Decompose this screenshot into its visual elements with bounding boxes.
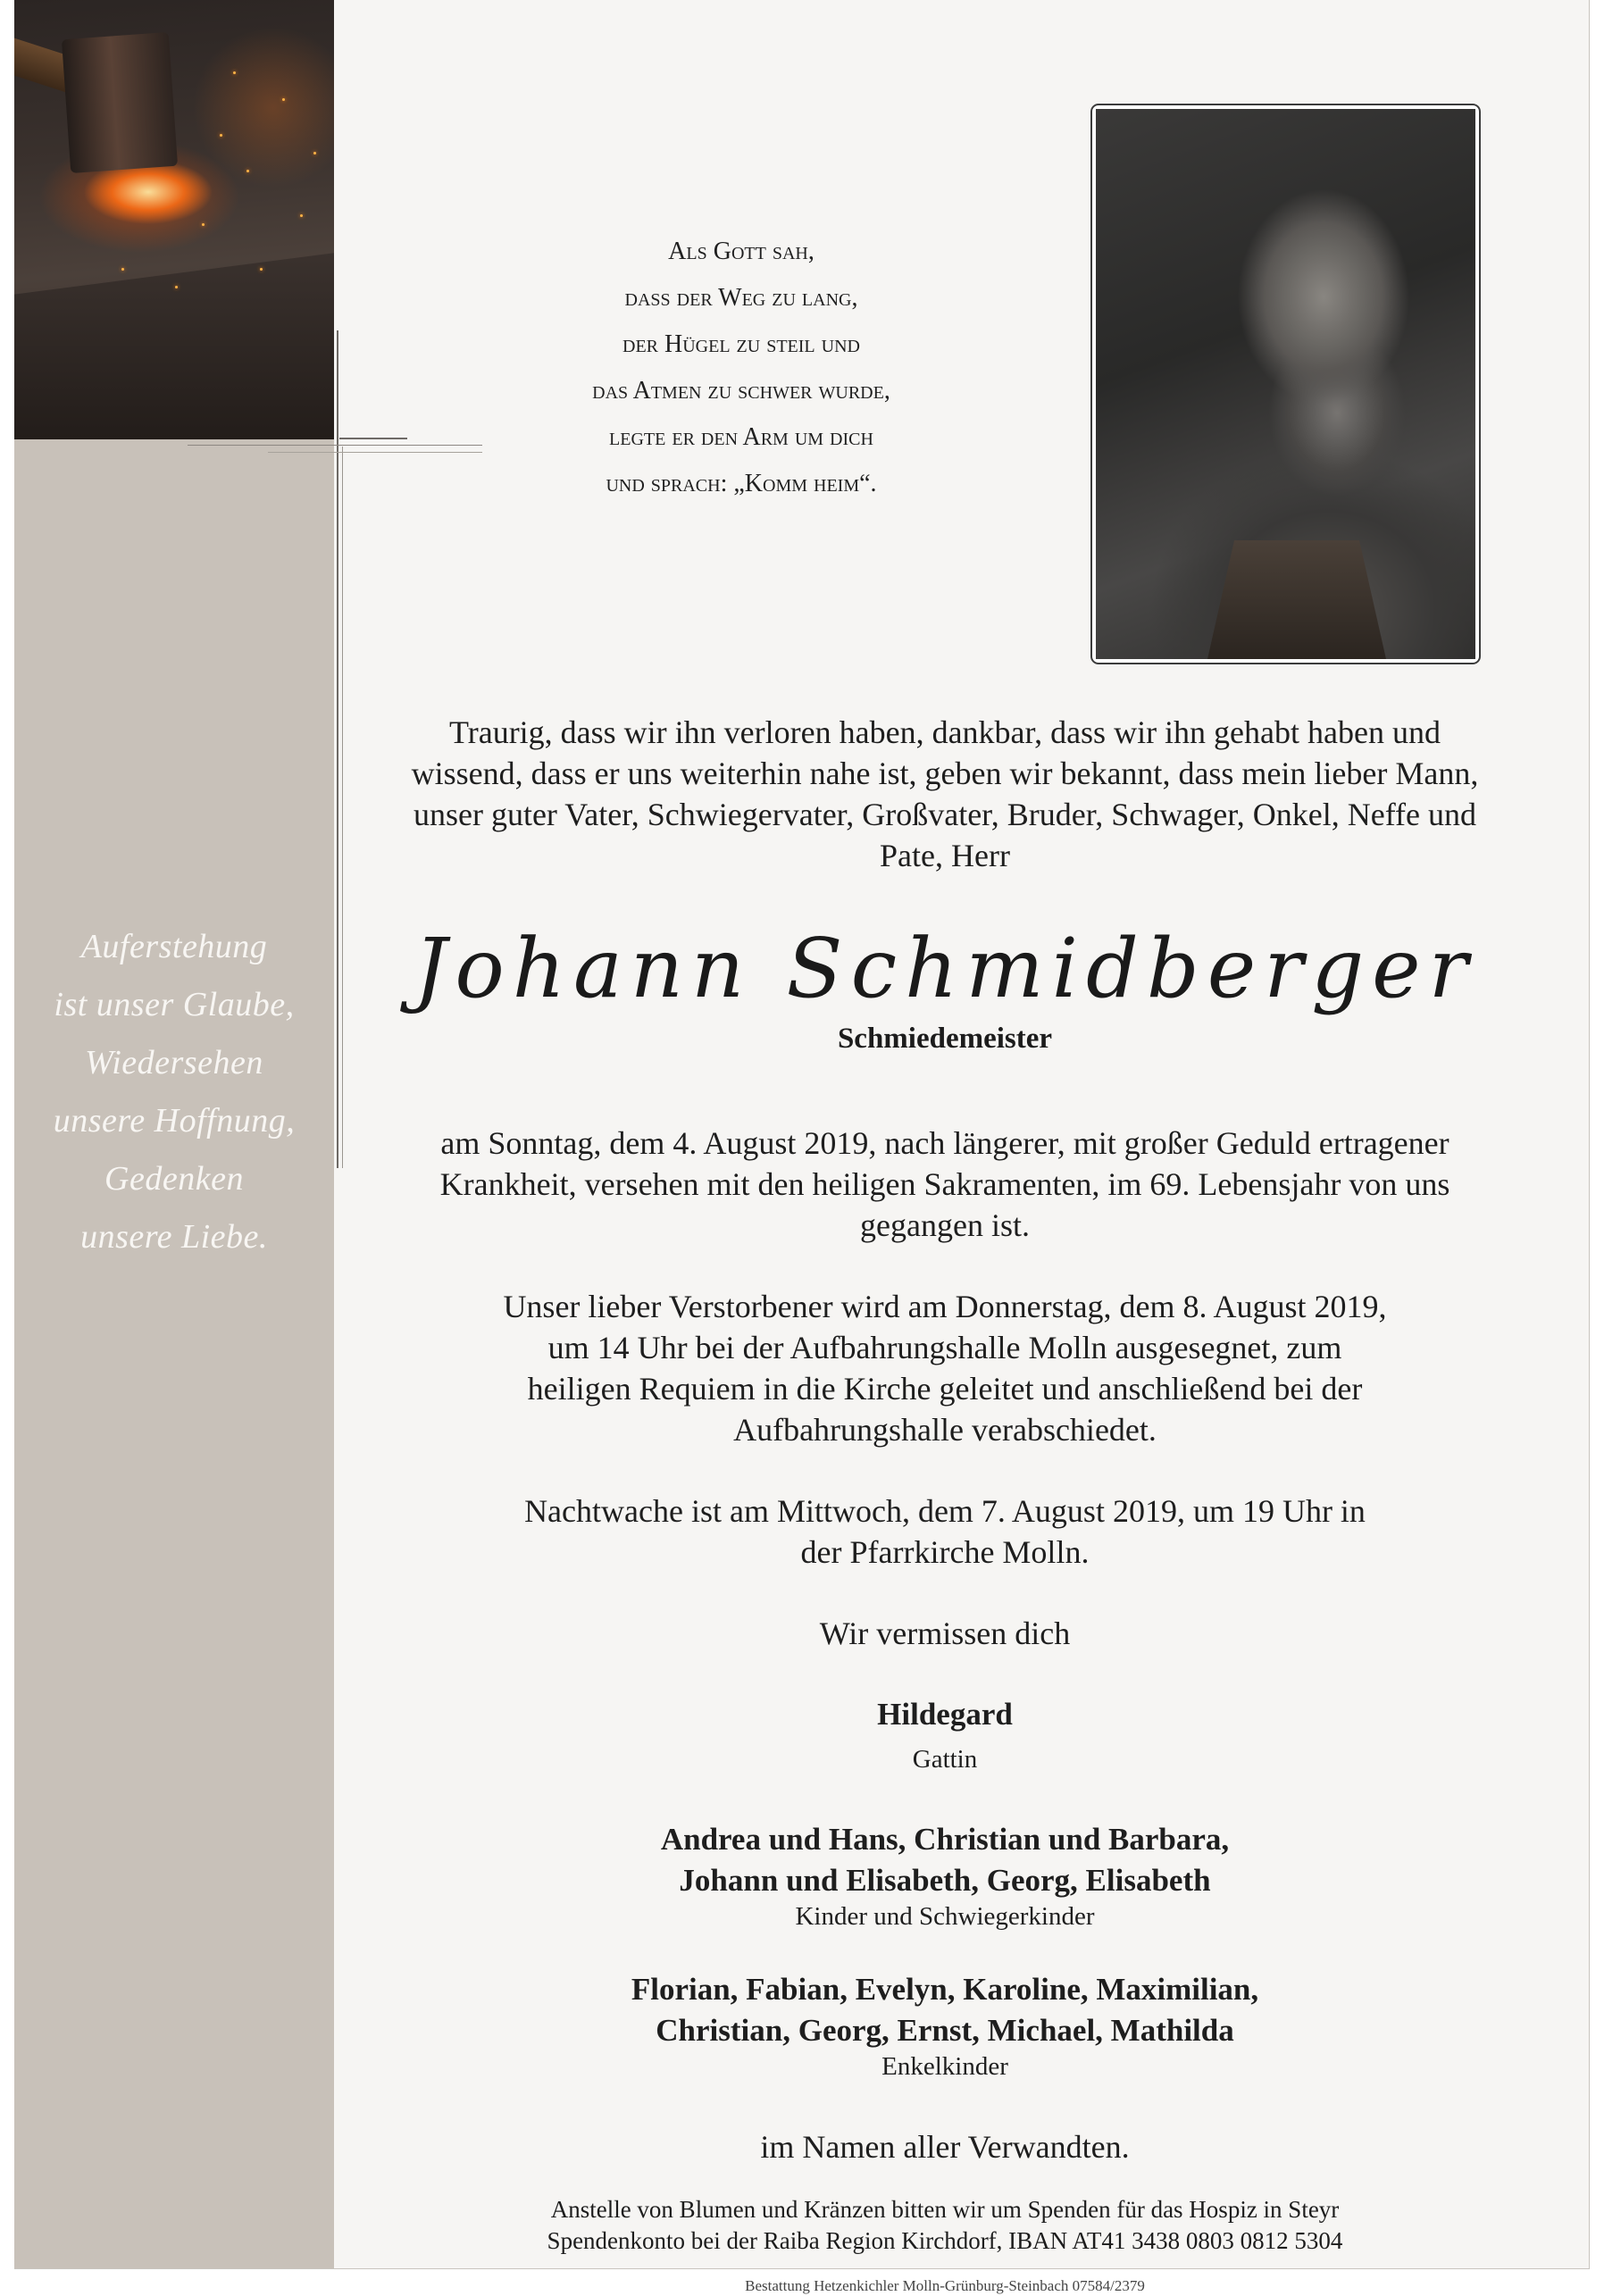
verse-line: der Hügel zu steil und (622, 330, 860, 358)
spouse-relation: Gattin (912, 1745, 978, 1774)
vigil-paragraph (364, 1490, 1525, 1573)
cross-horizontal-accent (339, 438, 407, 439)
cross-vertical-line-secondary (342, 447, 343, 1168)
sidebar-poem-line: unsere Liebe. (80, 1218, 268, 1256)
sidebar-poem-line: unsere Hoffnung, (53, 1102, 296, 1140)
spark (246, 170, 249, 172)
children-names (364, 1819, 1525, 1901)
sidebar-poem-line: ist unser Glaube, (54, 986, 295, 1023)
verse-text (500, 229, 982, 507)
deceased-title: Schmiedemeister (837, 1023, 1053, 1055)
sidebar-poem-line: Gedenken (104, 1160, 244, 1198)
funeral-line: um 14 Uhr bei der Aufbahrungshalle Molln ausgesegnet, zum (547, 1330, 1342, 1365)
spark (300, 214, 303, 217)
funeral-line: Unser lieber Verstorbener wird am Donnerstag, dem 8. August 2019, (503, 1289, 1387, 1324)
death-notice-line: Krankheit, versehen mit den heiligen Sakramenten, im 69. Lebensjahr von uns (439, 1166, 1450, 1202)
closing-text: im Namen aller Verwandten. (760, 2129, 1130, 2165)
intro-line: Traurig, dass wir ihn verloren haben, dankbar, dass wir ihn gehabt haben und (449, 714, 1441, 750)
spark (220, 134, 222, 137)
grandchildren-line: Florian, Fabian, Evelyn, Karoline, Maximilian, (631, 1972, 1259, 2007)
hammer-head-shape (62, 32, 178, 173)
miss-you-text: Wir vermissen dich (819, 1616, 1071, 1651)
grandchildren-relation: Enkelkinder (881, 2052, 1008, 2081)
vigil-line: Nachtwache ist am Mittwoch, dem 7. August 2019, um 19 Uhr in (524, 1493, 1366, 1529)
forge-hammer-image (14, 0, 334, 439)
spark (313, 152, 316, 154)
sidebar-poem-line: Wiedersehen (85, 1044, 263, 1081)
deceased-name: Johann Schmidberger (414, 921, 1476, 1016)
spark (282, 98, 285, 101)
spouse-name: Hildegard (877, 1697, 1013, 1732)
children-line: Andrea und Hans, Christian und Barbara, (660, 1822, 1230, 1857)
children-relation: Kinder und Schwiegerkinder (795, 1902, 1095, 1931)
funeral-line: heiligen Requiem in die Kirche geleitet und anschließend bei der (527, 1371, 1363, 1407)
donation-line: Anstelle von Blumen und Kränzen bitten wir um Spenden für das Hospiz in Steyr (550, 2196, 1340, 2223)
verse-line: und sprach: „Komm heim“. (606, 470, 877, 497)
verse-line: Als Gott sah, (668, 238, 815, 265)
children-line: Johann und Elisabeth, Georg, Elisabeth (679, 1863, 1211, 1898)
spark (260, 268, 263, 271)
verse-line: legte er den Arm um dich (609, 423, 873, 451)
portrait-apron-shape (1207, 540, 1386, 659)
funeral-line: Aufbahrungshalle verabschiedet. (733, 1412, 1157, 1448)
spark (121, 268, 124, 271)
cross-horizontal-line (188, 445, 482, 446)
grandchildren-names (364, 1969, 1525, 2051)
verse-line: das Atmen zu schwer wurde, (592, 377, 890, 405)
verse-line: dass der Weg zu lang, (624, 284, 858, 312)
intro-line: Pate, Herr (880, 838, 1010, 873)
cross-vertical-line (337, 330, 338, 1168)
death-notice-line: am Sonntag, dem 4. August 2019, nach längerer, mit großer Geduld ertragener (440, 1125, 1449, 1161)
cross-horizontal-line-secondary (268, 452, 482, 453)
vigil-line: der Pfarrkirche Molln. (800, 1534, 1090, 1570)
sidebar-poem-line: Auferstehung (80, 928, 268, 965)
grandchildren-line: Christian, Georg, Ernst, Michael, Mathilda (656, 2013, 1234, 2048)
spark (202, 223, 205, 226)
intro-paragraph (364, 712, 1525, 876)
anvil-shape (14, 232, 334, 439)
funeral-paragraph (364, 1286, 1525, 1450)
intro-line: wissend, dass er uns weiterhin nahe ist, geben wir bekannt, dass mein lieber Mann, (411, 756, 1479, 791)
spark (233, 71, 236, 74)
funeral-home-footer: Bestattung Hetzenkichler Molln-Grünburg-Steinbach 07584/2379 (745, 2277, 1145, 2294)
death-notice-line: gegangen ist. (860, 1207, 1030, 1243)
spark (175, 286, 178, 288)
donation-note (364, 2194, 1525, 2257)
donation-line: Spendenkonto bei der Raiba Region Kirchdorf, IBAN AT41 3438 0803 0812 5304 (547, 2227, 1343, 2254)
death-notice-paragraph (364, 1123, 1525, 1246)
sidebar-poem (14, 918, 334, 1266)
intro-line: unser guter Vater, Schwiegervater, Großvater, Bruder, Schwager, Onkel, Neffe und (413, 797, 1477, 832)
